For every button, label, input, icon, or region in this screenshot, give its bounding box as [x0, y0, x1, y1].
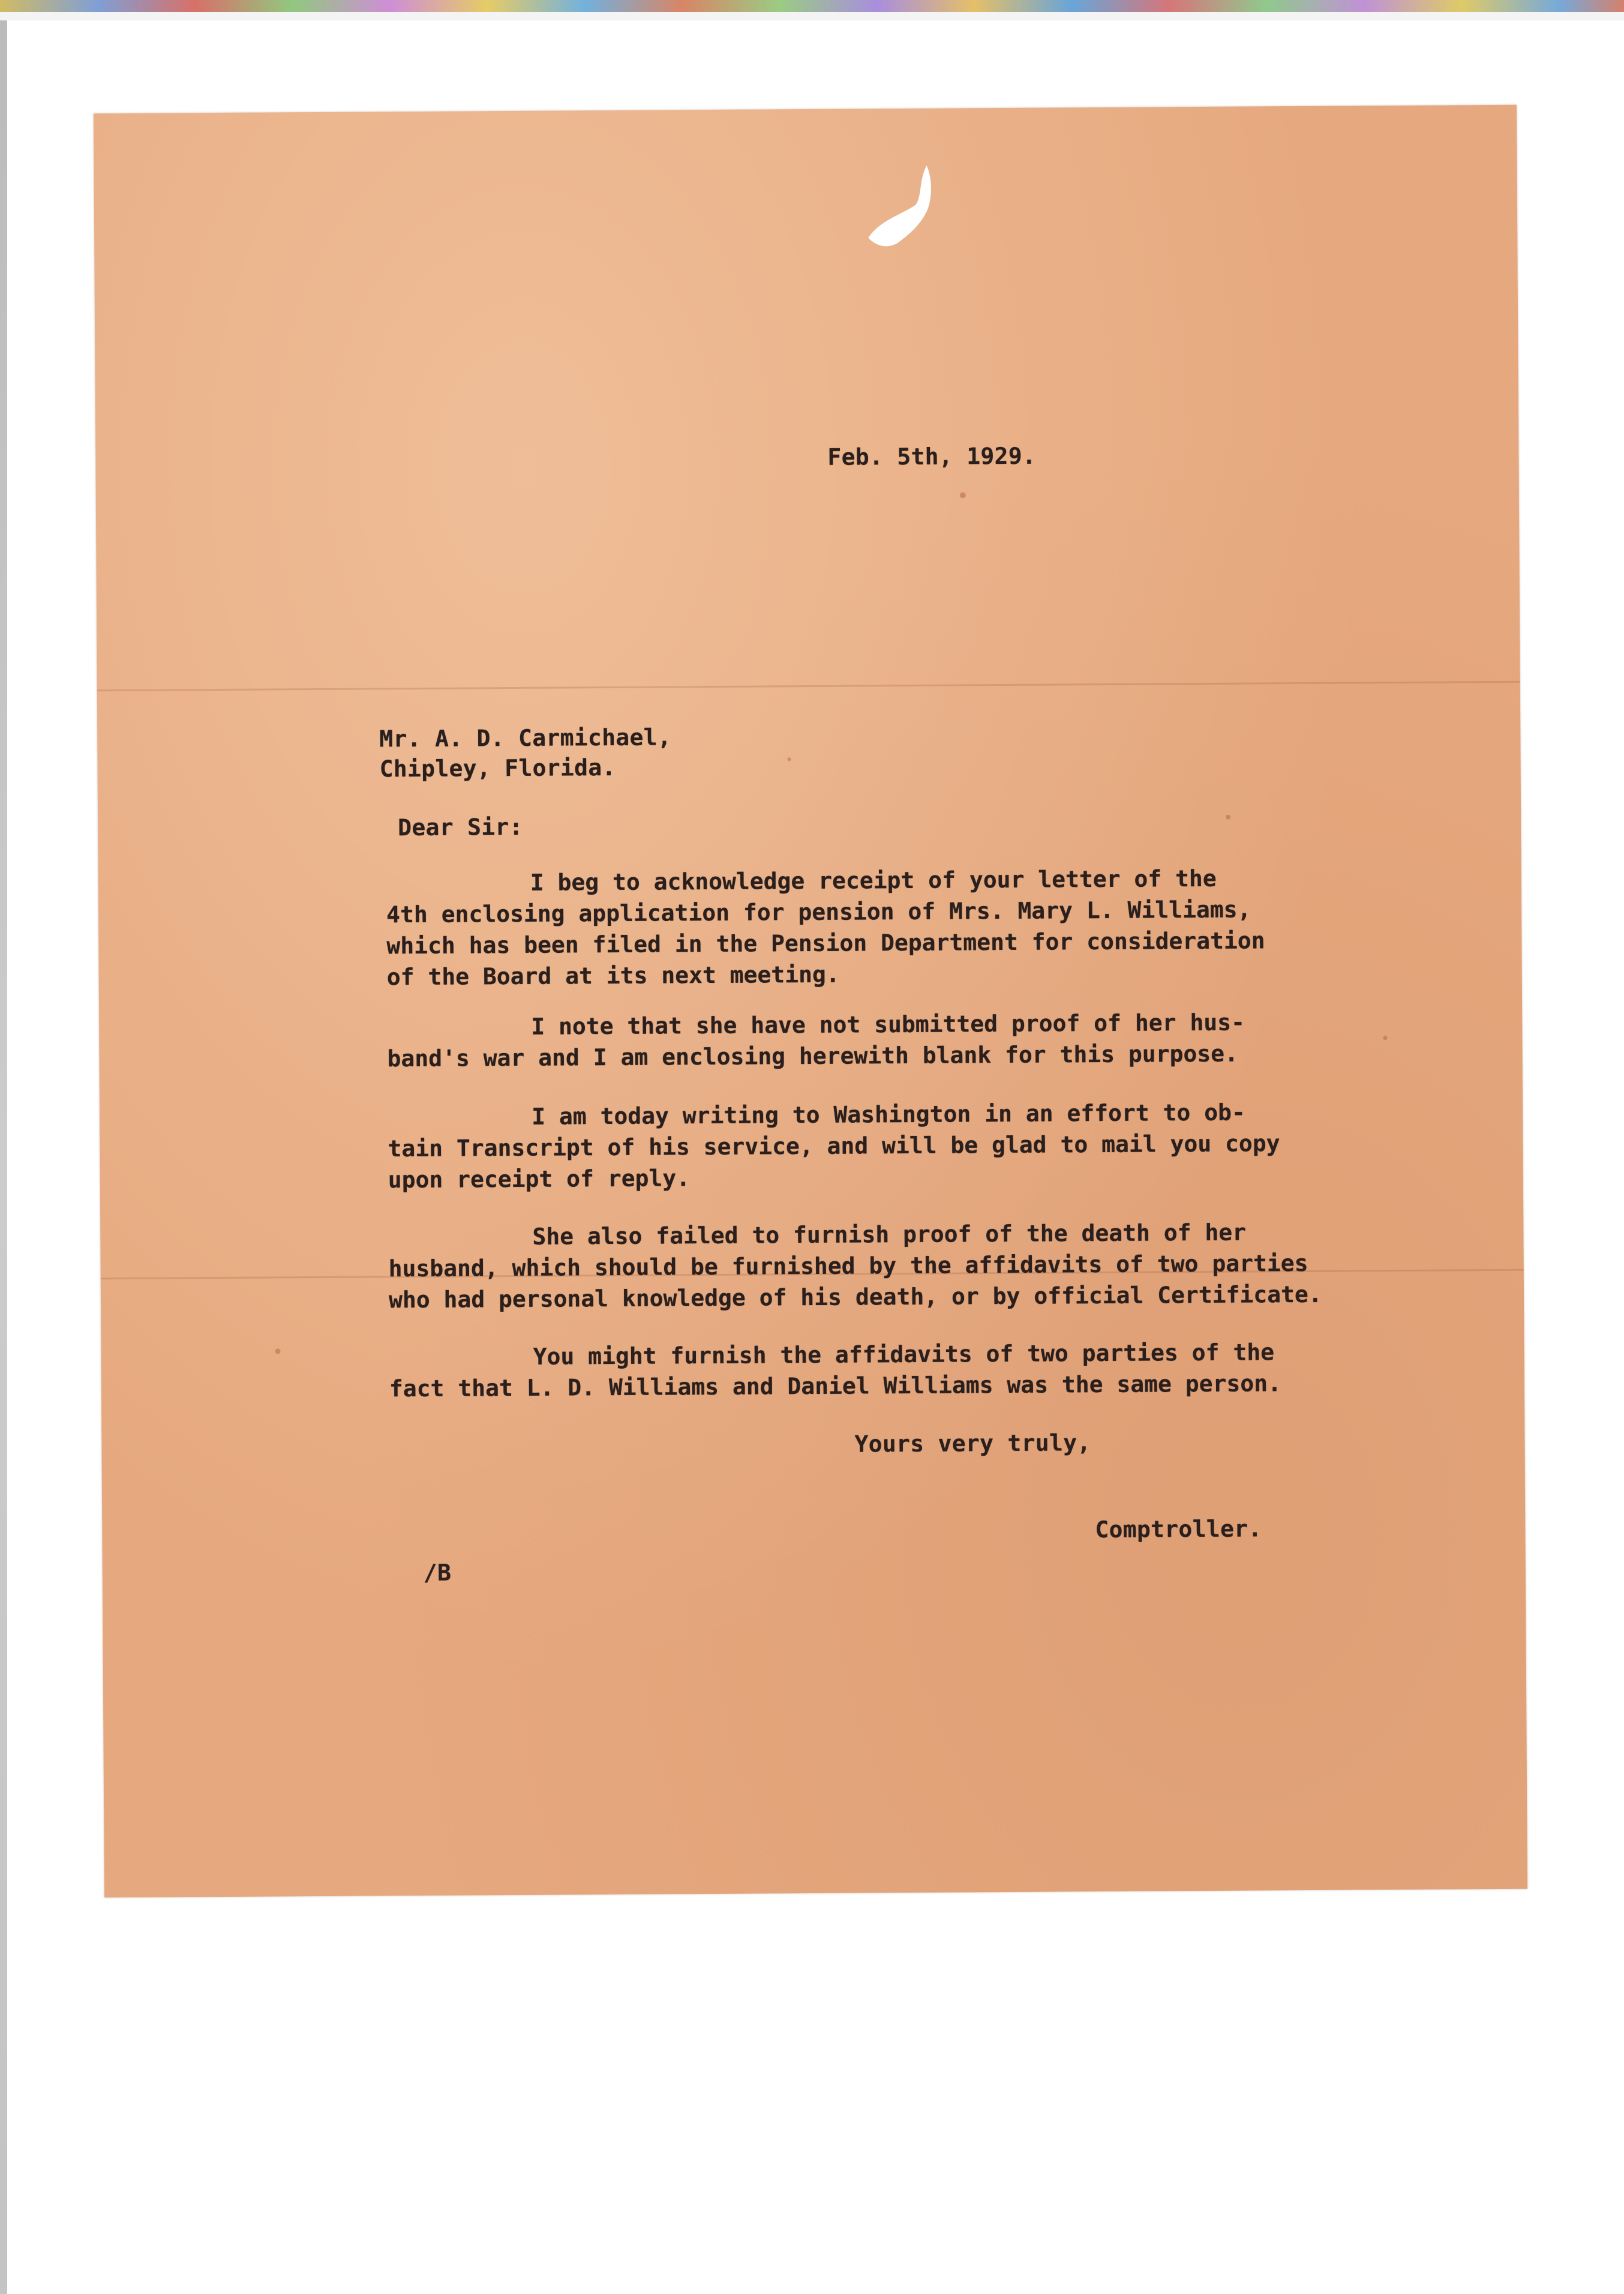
paragraph-3	[388, 1096, 1300, 1195]
paragraph-line: husband, which should be furnished by the affidavits of two parties	[388, 1249, 1308, 1282]
paragraph-line: I note that she have not submitted proof of her hus-	[531, 1009, 1245, 1040]
paragraph-line: fact that L. D. Williams and Daniel Williams was the same person.	[389, 1370, 1282, 1402]
paragraph-4	[388, 1216, 1322, 1315]
scanner-color-strip	[0, 0, 1624, 20]
paragraph-line: who had personal knowledge of his death, or by official Certificate.	[388, 1281, 1322, 1314]
paragraph-line: You might furnish the affidavits of two parties of the	[533, 1339, 1275, 1370]
paragraph-2	[387, 1006, 1299, 1074]
paragraph-1	[386, 862, 1299, 992]
signature-title: Comptroller.	[1095, 1515, 1262, 1543]
paragraph-line: tain Transcript of his service, and will be glad to mail you copy	[388, 1130, 1280, 1162]
closing: Yours very truly,	[854, 1429, 1091, 1458]
recipient-name: Mr. A. D. Carmichael,	[379, 724, 672, 752]
paper-speck	[1226, 815, 1230, 820]
fold-line-upper	[97, 681, 1520, 691]
paragraph-line: which has been filed in the Pension Department for consideration	[386, 927, 1265, 959]
recipient-location: Chipley, Florida.	[379, 754, 616, 782]
paragraph-line: I beg to acknowledge receipt of your letter of the	[530, 865, 1217, 896]
paragraph-line: of the Board at its next meeting.	[386, 961, 840, 991]
typist-initials: /B	[423, 1559, 452, 1586]
paragraph-line: band's war and I am enclosing herewith blank for this purpose.	[387, 1040, 1239, 1072]
scanner-edge	[0, 20, 7, 2294]
letter-sheet	[94, 105, 1527, 1897]
paper-speck	[960, 492, 966, 498]
paragraph-line: I am today writing to Washington in an effort to ob-	[532, 1099, 1245, 1130]
letter-date: Feb. 5th, 1929.	[827, 442, 1037, 470]
paragraph-line: 4th enclosing application for pension of Mrs. Mary L. Williams,	[386, 896, 1251, 928]
paper-tear-hole	[855, 148, 946, 256]
paragraph-line: She also failed to furnish proof of the death of her	[532, 1219, 1247, 1250]
salutation: Dear Sir:	[398, 813, 523, 841]
paper-speck	[275, 1348, 281, 1354]
paper-speck	[1383, 1036, 1387, 1040]
paragraph-5	[389, 1336, 1301, 1404]
paper-speck	[788, 757, 791, 761]
paragraph-line: upon receipt of reply.	[388, 1165, 691, 1194]
